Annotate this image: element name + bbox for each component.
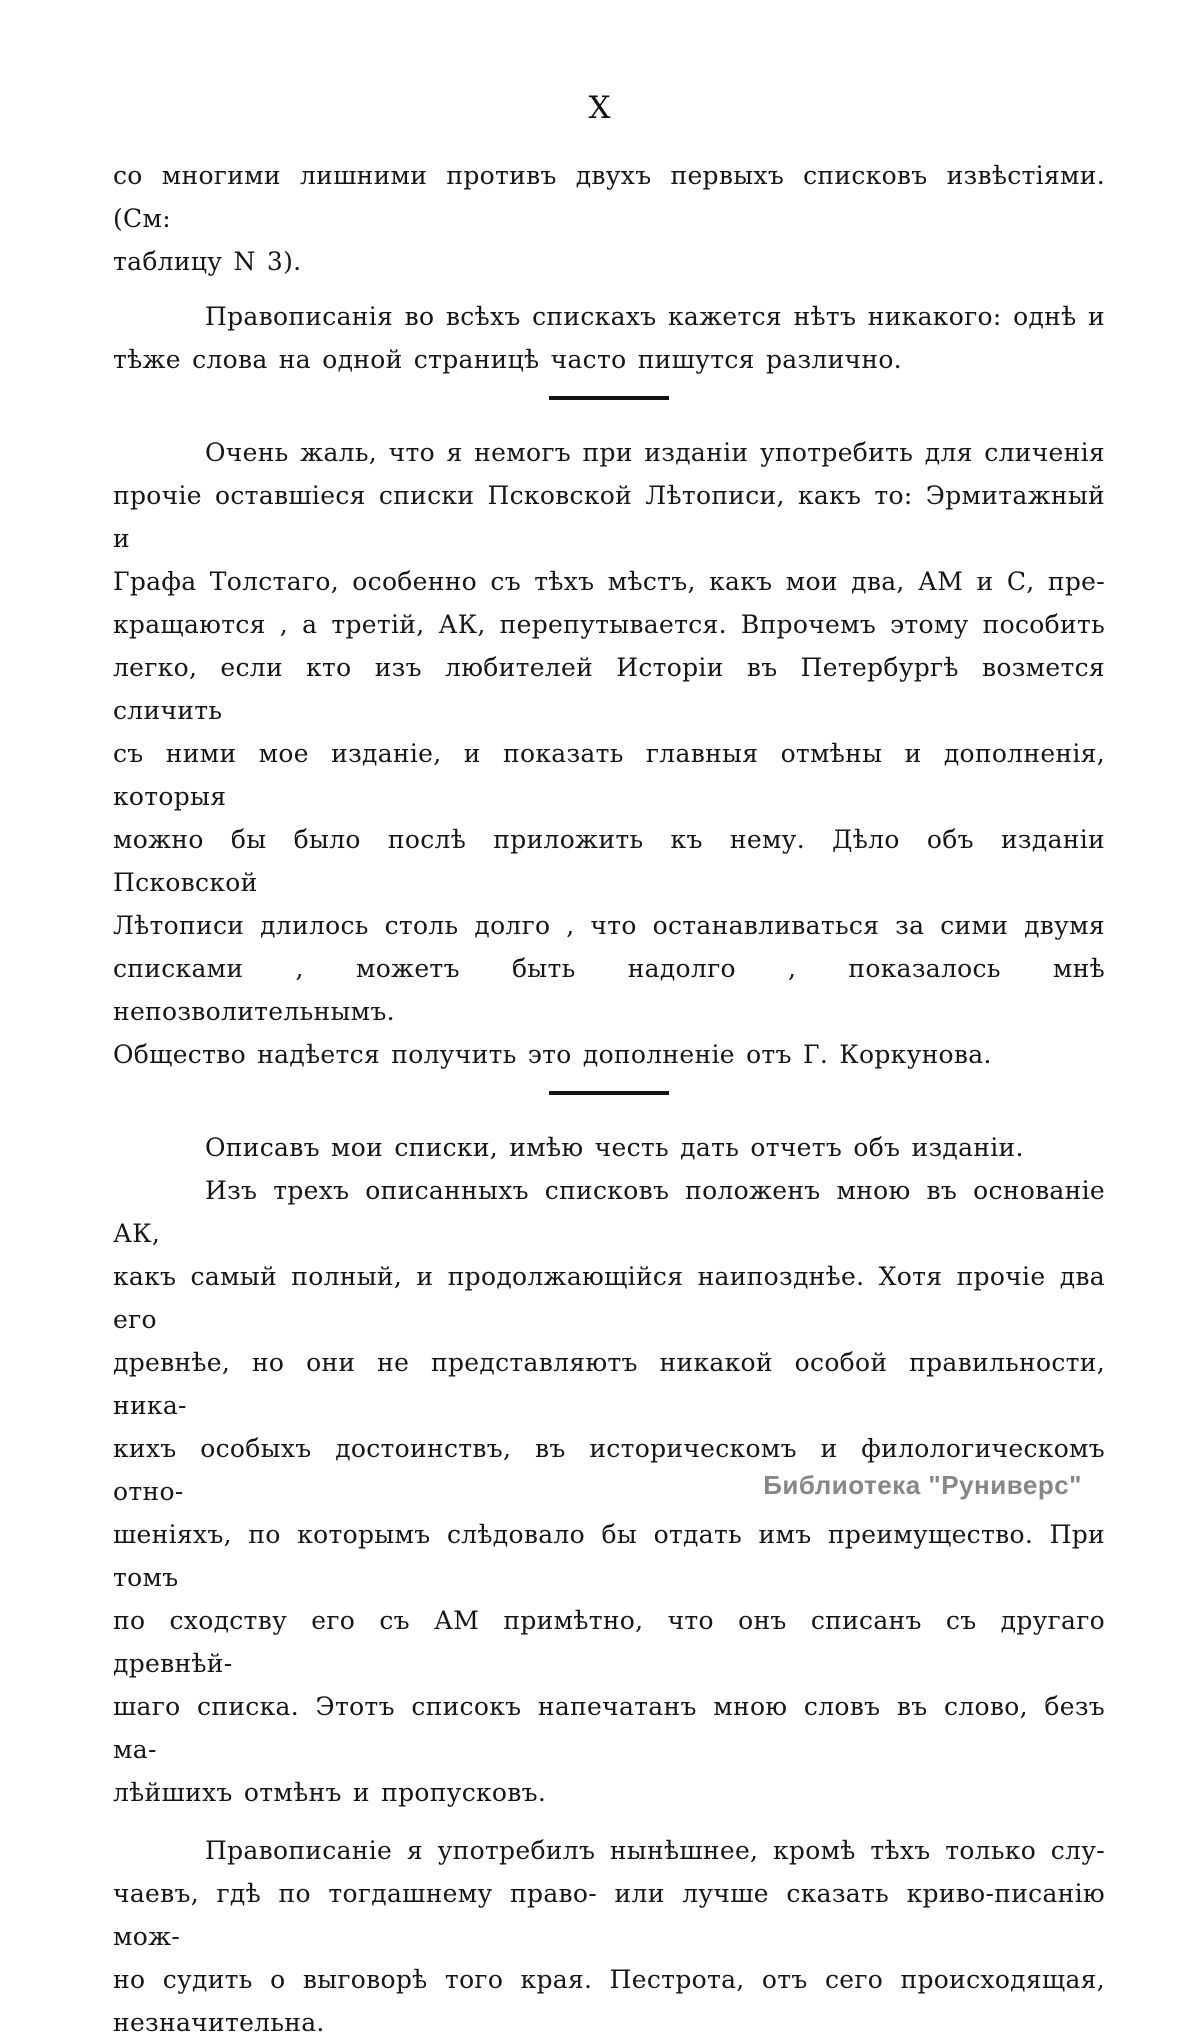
text-line: кихъ особыхъ достоинствъ, въ историческомъ и филологическомъ отно- — [113, 1434, 1105, 1506]
text-line: древнѣе, но они не представляютъ никакой особой правильности, ника- — [113, 1348, 1105, 1420]
library-watermark: Библиотека "Руниверс" — [763, 1470, 1082, 1500]
text-line: кращаются , а третій, АК, перепутывается. Впрочемъ этому пособить — [113, 610, 1105, 639]
text-line: можно бы было послѣ приложить къ нему. Дѣло объ изданіи Псковской — [113, 825, 1105, 897]
text-line: тѣже слова на одной страницѣ часто пишутся различно. — [113, 345, 902, 374]
text-line: шаго списка. Этотъ списокъ напечатанъ мною словъ въ слово, безъ ма- — [113, 1692, 1105, 1764]
page-body — [113, 154, 1105, 2044]
text-line: прочіе оставшіеся списки Псковской Лѣтописи, какъ то: Эрмитажный и — [113, 481, 1105, 553]
page-number: X — [588, 90, 612, 126]
text-line: незначительна. — [113, 2008, 325, 2037]
text-line: Изъ трехъ описанныхъ списковъ положенъ мною въ основаніе АК, — [113, 1176, 1105, 1248]
divider-2 — [549, 1091, 669, 1095]
text-line: Правописаніе я употребилъ нынѣшнее, кромѣ тѣхъ только слу- — [205, 1836, 1105, 1865]
text-line: лѣйшихъ отмѣнъ и пропусковъ. — [113, 1778, 547, 1807]
para-regret — [113, 431, 1105, 1076]
para-orthography-note — [113, 295, 1105, 381]
text-line: таблицу N 3). — [113, 247, 302, 276]
text-line: шеніяхъ, по которымъ слѣдовало бы отдать имъ преимущество. При томъ — [113, 1520, 1105, 1592]
text-line: Лѣтописи длилось столь долго , что останавливаться за сими двумя — [113, 911, 1105, 940]
divider-1 — [549, 396, 669, 400]
text-line: Правописанія во всѣхъ спискахъ кажется нѣтъ никакого: однѣ и — [205, 302, 1105, 331]
text-line: чаевъ, гдѣ по тогдашнему право- или лучше сказать криво-писанію мож- — [113, 1879, 1105, 1951]
para-report-intro — [113, 1126, 1105, 1169]
text-line: Общество надѣется получить это дополненіе отъ Г. Коркунова. — [113, 1040, 992, 1069]
text-line: съ ними мое изданіе, и показать главныя отмѣны и дополненія, которыя — [113, 739, 1105, 811]
text-line: Графа Толстаго, особенно съ тѣхъ мѣстъ, какъ мои два, АМ и С, пре- — [113, 567, 1105, 596]
para-spelling — [113, 1829, 1105, 2044]
para-continuation — [113, 154, 1105, 283]
text-line: Очень жаль, что я немогъ при изданіи употребить для сличенія — [205, 438, 1105, 467]
text-line: но судить о выговорѣ того края. Пестрота, отъ сего происходящая, — [113, 1965, 1105, 1994]
text-line: легко, если кто изъ любителей Исторіи въ Петербургѣ возмется сличить — [113, 653, 1105, 725]
text-line: по сходству его съ АМ примѣтно, что онъ списанъ съ другаго древнѣй- — [113, 1606, 1105, 1678]
text-line: какъ самый полный, и продолжающійся наипозднѣе. Хотя прочіе два его — [113, 1262, 1105, 1334]
text-line: со многими лишними противъ двухъ первыхъ списковъ извѣстіями. (См: — [113, 161, 1105, 233]
text-line: списками , можетъ быть надолго , показалось мнѣ непозволительнымъ. — [113, 954, 1105, 1026]
text-line: Описавъ мои списки, имѣю честь дать отчетъ объ изданіи. — [205, 1133, 1024, 1162]
